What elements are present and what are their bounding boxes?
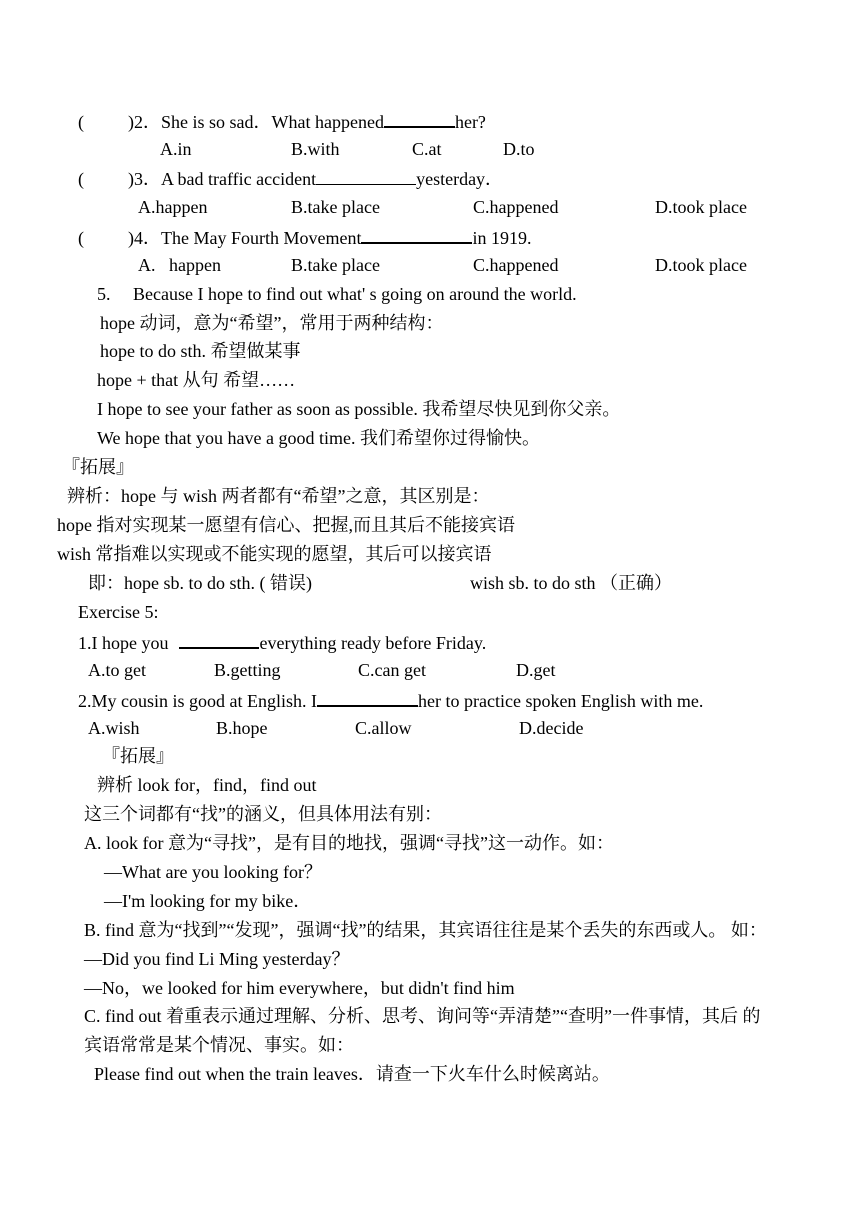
option-d[interactable]: D.took place xyxy=(655,255,747,275)
example-dialogue: —I'm looking for my bike． xyxy=(104,891,312,911)
extension-line: 辨析 look for，find，find out xyxy=(97,775,317,795)
question-text: A bad traffic accident xyxy=(161,169,317,189)
question-number: 4． xyxy=(134,228,161,248)
option-b[interactable]: B.hope xyxy=(216,718,268,738)
question-text-end: in 1919. xyxy=(472,228,532,248)
extension-line: 即：hope sb. to do sth. ( 错误) xyxy=(88,573,312,593)
option-c[interactable]: C.at xyxy=(412,139,442,159)
extension-line: A. look for 意为“寻找”，是有目的地找，强调“寻找”这一动作。如： xyxy=(84,833,614,853)
answer-paren-open: ( xyxy=(78,169,84,189)
example-dialogue: —No，we looked for him everywhere，but didn't find him xyxy=(84,978,515,998)
option-b[interactable]: B.getting xyxy=(214,660,281,680)
fill-blank[interactable] xyxy=(317,688,418,707)
answer-paren-close: ) xyxy=(128,169,134,189)
question-number: 2． xyxy=(134,112,161,132)
question-text: 2.My cousin is good at English. I xyxy=(78,691,317,711)
extension-heading: 『拓展』 xyxy=(102,746,174,766)
question-text: The May Fourth Movement xyxy=(161,228,362,248)
extension-line: wish sb. to do sth （正确） xyxy=(470,573,673,593)
question-2 xyxy=(78,109,486,133)
option-b[interactable]: B.take place xyxy=(291,255,380,275)
option-a[interactable]: A. happen xyxy=(138,255,221,275)
example-dialogue: —What are you looking for？ xyxy=(104,862,322,882)
option-c[interactable]: C.happened xyxy=(473,255,559,275)
option-d[interactable]: D.to xyxy=(503,139,535,159)
option-b[interactable]: B.take place xyxy=(291,197,380,217)
extension-heading: 『拓展』 xyxy=(62,457,134,477)
option-d[interactable]: D.get xyxy=(516,660,556,680)
question-text: She is so sad．What happened xyxy=(161,112,384,132)
extension-line: 这三个词都有“找”的涵义，但具体用法有别： xyxy=(84,804,442,824)
note-line: hope 动词，意为“希望”，常用于两种结构： xyxy=(100,313,444,333)
answer-paren-close: ) xyxy=(128,228,134,248)
option-d[interactable]: D.decide xyxy=(519,718,584,738)
fill-blank[interactable] xyxy=(316,167,416,185)
note-5-heading: 5. Because I hope to find out what' s going on around the world. xyxy=(97,284,577,304)
example-dialogue: —Did you find Li Ming yesterday？ xyxy=(84,949,350,969)
note-line: hope + that 从句 希望…… xyxy=(97,370,296,390)
option-a[interactable]: A.happen xyxy=(138,197,208,217)
question-text-end: her to practice spoken English with me. xyxy=(418,691,704,711)
fill-blank[interactable] xyxy=(179,630,259,649)
option-a[interactable]: A.to get xyxy=(88,660,146,680)
option-a[interactable]: A.wish xyxy=(88,718,140,738)
option-d[interactable]: D.took place xyxy=(655,197,747,217)
fill-blank[interactable] xyxy=(384,109,455,128)
extension-line: B. find 意为“找到”“发现”，强调“找”的结果，其宾语往往是某个丢失的东西或人。 如： xyxy=(84,920,767,940)
option-c[interactable]: C.can get xyxy=(358,660,426,680)
fill-blank[interactable] xyxy=(361,225,472,244)
answer-paren-open: ( xyxy=(78,228,84,248)
question-4 xyxy=(78,225,532,249)
option-a[interactable]: A.in xyxy=(160,139,192,159)
option-c[interactable]: C.allow xyxy=(355,718,412,738)
question-text: 1.I hope you xyxy=(78,633,169,653)
answer-paren-close: ) xyxy=(128,112,134,132)
example-sentence: We hope that you have a good time. 我们希望你过得愉快。 xyxy=(97,428,540,448)
exercise-question-1 xyxy=(78,630,486,654)
option-c[interactable]: C.happened xyxy=(473,197,559,217)
question-3 xyxy=(78,167,503,190)
answer-paren-open: ( xyxy=(78,112,84,132)
extension-line: 宾语常常是某个情况、事实。如： xyxy=(84,1035,354,1055)
example-sentence: I hope to see your father as soon as possible. 我希望尽快见到你父亲。 xyxy=(97,399,621,419)
exercise-title: Exercise 5: xyxy=(78,602,159,622)
extension-line: 辨析：hope 与 wish 两者都有“希望”之意，其区别是： xyxy=(67,486,490,506)
extension-line: C. find out 着重表示通过理解、分析、思考、询问等“弄清楚”“查明”一件事情，其后 的 xyxy=(84,1006,761,1026)
example-sentence: Please find out when the train leaves．请查一下火车什么时候离站。 xyxy=(94,1064,610,1084)
question-text-end: everything ready before Friday. xyxy=(259,633,487,653)
question-number: 3． xyxy=(134,169,161,189)
option-b[interactable]: B.with xyxy=(291,139,340,159)
question-text-end: her? xyxy=(454,112,486,132)
extension-line: hope 指对实现某一愿望有信心、把握,而且其后不能接宾语 xyxy=(57,515,515,535)
note-line: hope to do sth. 希望做某事 xyxy=(100,341,301,361)
question-text-end: yesterday． xyxy=(416,169,504,189)
extension-line: wish 常指难以实现或不能实现的愿望，其后可以接宾语 xyxy=(57,544,492,564)
exercise-question-2 xyxy=(78,688,703,712)
